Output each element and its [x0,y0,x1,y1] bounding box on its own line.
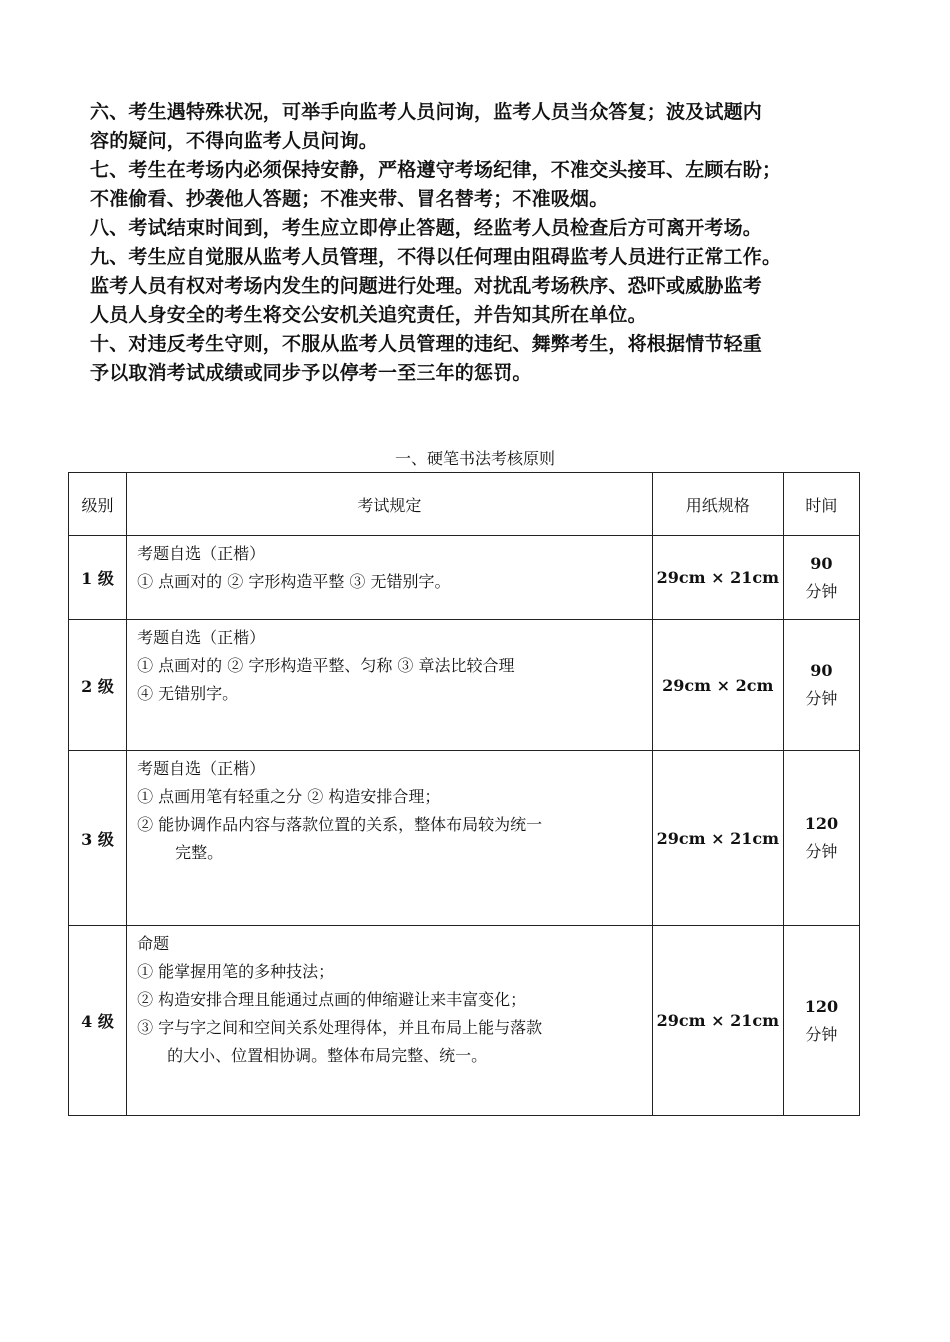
time-value: 120 [804,814,839,833]
time-cell [783,926,859,1116]
time-unit: 分钟 [805,581,838,601]
level-cell: 1 级 [69,536,127,620]
rule-line: 监考人员有权对考场内发生的问题进行处理。对扰乱考场秩序、恐吓或威胁监考 [90,275,763,297]
time-value: 120 [804,996,839,1016]
table-row [69,926,860,1116]
table-row [69,751,860,926]
rule-line: 予以取消考试成绩或同步予以停考一至三年的惩罚。 [90,362,532,384]
requirement-line: 的大小、位置相协调。整体布局完整、统一。 [167,1046,488,1065]
rules-text [90,98,890,388]
requirement-line: ① 点画对的 ② 字形构造平整 ③ 无错别字。 [137,572,451,591]
requirement-line: 考题自选（正楷） [137,544,266,563]
requirement-line: ② 能协调作品内容与落款位置的关系，整体布局较为统一 [137,815,543,834]
level-cell: 4 级 [69,926,127,1116]
requirement-line: 完整。 [175,843,224,862]
requirement-line: 命题 [137,934,170,953]
table-caption: 一、硬笔书法考核原则 [394,449,555,468]
level-cell: 2 级 [69,620,127,751]
time-value: 90 [810,553,833,573]
time-unit: 分钟 [805,1024,838,1044]
table-header-row [69,473,860,536]
paper-size-cell: 29cm × 21cm [652,751,783,926]
rule-line: 六、考生遇特殊状况，可举手向监考人员问询，监考人员当众答复；波及试题内 [90,101,763,123]
paper-size-cell: 29cm × 21cm [652,926,783,1116]
rule-line: 九、考生应自觉服从监考人员管理，不得以任何理由阻碍监考人员进行正常工作。 [90,246,782,268]
rule-line: 容的疑问，不得向监考人员问询。 [90,130,379,152]
time-cell [783,536,859,620]
rule-line: 七、考生在考场内必须保持安静，严格遵守考场纪律，不准交头接耳、左顾右盼； [90,159,782,181]
header-time: 时间 [783,473,859,536]
rule-line: 八、考试结束时间到，考生应立即停止答题，经监考人员检查后方可离开考场。 [90,217,763,239]
requirements-cell [127,620,653,751]
header-paper-size: 用纸规格 [652,473,783,536]
assessment-table [68,472,860,1116]
paper-size-cell: 29cm × 21cm [652,536,783,620]
table-row [69,536,860,620]
time-cell [783,751,859,926]
requirement-line: ③ 字与字之间和空间关系处理得体，并且布局上能与落款 [137,1018,543,1037]
requirement-line: 考题自选（正楷） [137,759,266,778]
rule-line: 人员人身安全的考生将交公安机关追究责任，并告知其所在单位。 [90,304,647,326]
requirement-line: ② 构造安排合理且能通过点画的伸缩避让来丰富变化； [137,990,527,1009]
table-row [69,620,860,751]
header-requirements: 考试规定 [127,473,653,536]
rule-line: 不准偷看、抄袭他人答题；不准夹带、冒名替考；不准吸烟。 [90,188,609,210]
time-value: 90 [810,661,833,680]
time-cell [783,620,859,751]
requirement-line: ① 能掌握用笔的多种技法； [137,962,335,981]
requirement-line: 考题自选（正楷） [137,628,266,647]
header-level: 级别 [69,473,127,536]
requirement-line: ④ 无错别字。 [137,684,239,703]
requirements-cell [127,926,653,1116]
requirements-cell [127,536,653,620]
time-unit: 分钟 [805,689,838,708]
level-cell: 3 级 [69,751,127,926]
requirements-cell [127,751,653,926]
requirement-line: ① 点画对的 ② 字形构造平整、匀称 ③ 章法比较合理 [137,656,515,675]
rule-line: 十、对违反考生守则，不服从监考人员管理的违纪、舞弊考生，将根据情节轻重 [90,333,763,355]
paper-size-cell: 29cm × 2cm [652,620,783,751]
time-unit: 分钟 [805,842,838,861]
requirement-line: ① 点画用笔有轻重之分 ② 构造安排合理； [137,787,441,806]
